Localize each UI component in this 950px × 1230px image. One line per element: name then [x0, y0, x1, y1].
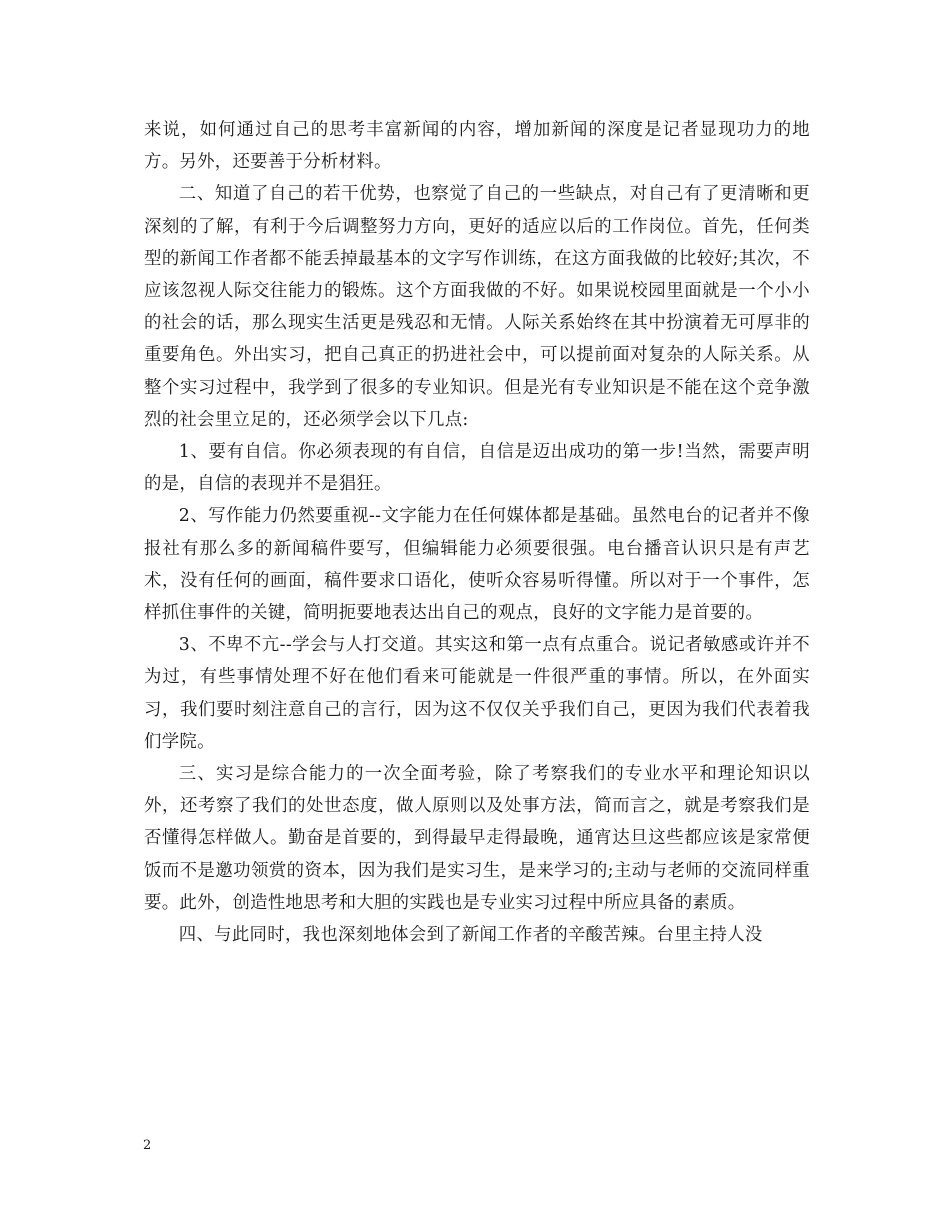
paragraph-section-four: 四、与此同时，我也深刻地体会到了新闻工作者的辛酸苦辣。台里主持人没 [178, 925, 763, 946]
paragraph-point-three: 3、不卑不亢--学会与人打交道。其实这和第一点有点重合。说记者敏感或许并不为过，有些事情处理不好在他们看来可能就是一件很严重的事情。所以，在外面实习，我们要时刻注意自己的言行，因为这不仅仅关乎我们自己，更因为我们代表着我们学院。 [144, 635, 810, 752]
paragraph-point-two: 2、写作能力仍然要重视--文字能力在任何媒体都是基础。虽然电台的记者并不像报社有那么多的新闻稿件要写，但编辑能力必须要很强。电台播音认识只是有声艺术，没有任何的画面，稿件要求口语化，使听众容易听得懂。所以对于一个事件，怎样抓住事件的关键，简明扼要地表达出自己的观点，良好的文字能力是首要的。 [144, 506, 810, 624]
paragraph-point-one: 1、要有自信。你必须表现的有自信，自信是迈出成功的第一步!当然，需要声明的是，自信的表现并不是猖狂。 [144, 442, 810, 495]
paragraph-section-three: 三、实习是综合能力的一次全面考验，除了考察我们的专业水平和理论知识以外，还考察了我们的处世态度，做人原则以及处事方法，简而言之，就是考察我们是否懂得怎样做人。勤奋是首要的，到得最早走得最晚，通宵达旦这些都应该是家常便饭而不是邀功领赏的资本，因为我们是实习生，是来学习的;主动与老师的交流同样重要。此外，创造性地思考和大胆的实践也是专业实习过程中所应具备的素质。 [144, 764, 810, 913]
page-number: 2 [143, 1138, 152, 1153]
body-text [144, 114, 810, 951]
paragraph-section-two: 二、知道了自己的若干优势，也察觉了自己的一些缺点，对自己有了更清晰和更深刻的了解，有利于今后调整努力方向，更好的适应以后的工作岗位。首先，任何类型的新闻工作者都不能丢掉最基本的文字写作训练，在这方面我做的比较好;其次，不应该忽视人际交往能力的锻炼。这个方面我做的不好。如果说校园里面就是一个小小的社会的话，那么现实生活更是残忍和无情。人际关系始终在其中扮演着无可厚非的重要角色。外出实习，把自己真正的扔进社会中，可以提前面对复杂的人际关系。从整个实习过程中，我学到了很多的专业知识。但是光有专业知识是不能在这个竞争激烈的社会里立足的，还必须学会以下几点: [144, 184, 810, 430]
paragraph-continuation: 来说，如何通过自己的思考丰富新闻的内容，增加新闻的深度是记者显现功力的地方。另外，还要善于分析材料。 [144, 120, 810, 173]
